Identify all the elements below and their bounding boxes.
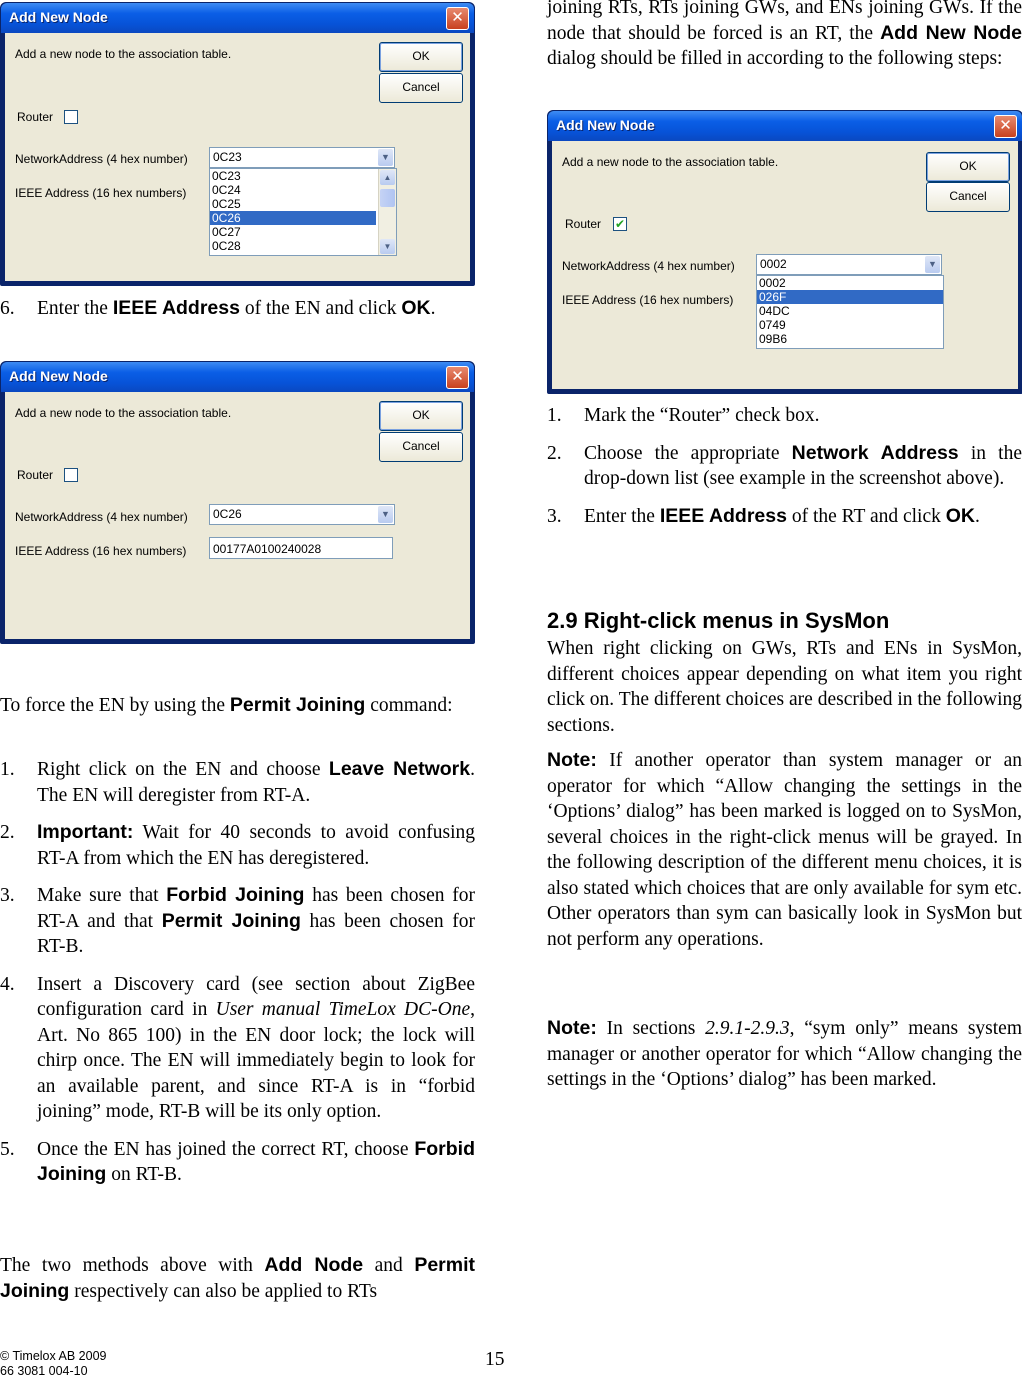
- list-item: 3. Make sure that Forbid Joining has been chosen for RT-A and that Permit Joining has been chosen for RT-B.: [0, 884, 475, 957]
- network-address-combo[interactable]: [209, 504, 395, 525]
- note-label: Note:: [547, 749, 597, 771]
- dialog-title: Add New Node: [9, 368, 108, 384]
- paragraph: To force the EN by using the Permit Joining command:: [0, 694, 453, 716]
- list-item[interactable]: 0749: [759, 318, 786, 332]
- network-address-value: 0C23: [213, 150, 242, 164]
- permit-joining-steps: [0, 757, 475, 1196]
- dialog-title: Add New Node: [556, 117, 655, 133]
- rt-steps: [547, 403, 1022, 529]
- paragraph: Note: If another operator than system manager or an operator for which “Allow changing the settings in the ‘Options’ dialog” has been marked is logged on to SysMon, several choices in the right-click menus will be grayed. In the following description of the different menu choices, it is also stated which choices that are only available for sym etc. Other operators than sym can basically look in SysMon but not perform any operations.: [547, 749, 1022, 950]
- list-item[interactable]: 0C25: [212, 197, 241, 211]
- step-6: [0, 296, 475, 322]
- list-item[interactable]: 0002: [759, 276, 786, 290]
- list-item: 1. Right click on the EN and choose Leave Network. The EN will deregister from RT-A.: [0, 758, 475, 806]
- list-item: 6. Enter the IEEE Address of the EN and click OK.: [0, 296, 475, 322]
- ok-button[interactable]: OK: [926, 152, 1010, 182]
- network-address-dropdown-list[interactable]: [209, 168, 397, 256]
- scroll-up-icon[interactable]: ▲: [380, 170, 395, 185]
- network-address-dropdown-list[interactable]: [756, 275, 944, 349]
- network-address-label: NetworkAddress (4 hex number): [15, 152, 188, 166]
- ieee-address-label: IEEE Address (16 hex numbers): [15, 186, 187, 200]
- list-item[interactable]: 04DC: [759, 304, 790, 318]
- list-item: 4. Insert a Discovery card (see section about ZigBee configuration card in User manual TimeLox DC-One, Art. No 865 100) in the EN door lock; the lock will chirp once. The EN will immediately begin to look for an available parent, and since RT-A is in “forbid joining” mode, RT-B will be its only option.: [0, 973, 475, 1122]
- list-item[interactable]: 0C23: [212, 169, 241, 183]
- permit-joining-intro: [0, 693, 475, 719]
- copyright: © Timelox AB 2009: [0, 1349, 107, 1363]
- note-2: [547, 1016, 1022, 1093]
- cancel-button[interactable]: Cancel: [379, 432, 463, 462]
- dialog-body: [552, 141, 1018, 389]
- list-item-selected[interactable]: 0C26: [210, 211, 376, 225]
- dialog-description: Add a new node to the association table.: [15, 47, 232, 61]
- methods-paragraph-right: [547, 0, 1022, 72]
- list-item: 2. Important: Wait for 40 seconds to avoid confusing RT-A from which the EN has deregistered.: [0, 821, 475, 869]
- list-item[interactable]: 0C24: [212, 183, 241, 197]
- ok-button[interactable]: OK: [379, 401, 463, 431]
- cancel-button[interactable]: Cancel: [379, 73, 463, 103]
- dialog-titlebar: [1, 3, 474, 33]
- ok-button[interactable]: OK: [379, 42, 463, 72]
- router-checkbox[interactable]: [64, 468, 78, 482]
- paragraph: Note: In sections 2.9.1-2.9.3, “sym only” means system manager or another operator for which “Allow changing the settings in the ‘Options’ dialog” has been marked.: [547, 1017, 1022, 1090]
- router-checkbox[interactable]: [64, 110, 78, 124]
- router-label: Router: [17, 110, 54, 124]
- network-address-label: NetworkAddress (4 hex number): [562, 259, 735, 273]
- paragraph: The two methods above with Add Node and Permit Joining respectively can also be applied to RTs: [0, 1254, 476, 1302]
- document-number: 66 3081 004-10: [0, 1364, 88, 1378]
- note-1: [547, 748, 1022, 952]
- paragraph: When right clicking on GWs, RTs and ENs in SysMon, different choices appear depending on what item you right click on. The different choices are described in the following sections.: [547, 638, 1022, 736]
- chevron-down-icon[interactable]: ▼: [378, 506, 393, 523]
- network-address-combo[interactable]: [756, 254, 942, 275]
- chevron-down-icon[interactable]: ▼: [378, 149, 393, 166]
- scrollbar[interactable]: [378, 169, 396, 255]
- close-icon[interactable]: ✕: [446, 366, 469, 389]
- step-number: 6.: [0, 298, 15, 319]
- section-body: [547, 636, 1022, 738]
- dialog-title: Add New Node: [9, 9, 108, 25]
- scroll-down-icon[interactable]: ▼: [380, 239, 395, 254]
- list-item[interactable]: 0C27: [212, 225, 241, 239]
- methods-paragraph-left: [0, 1253, 475, 1304]
- dialog-body: [5, 392, 470, 639]
- dialog-titlebar: [548, 111, 1022, 141]
- list-item: 1. Mark the “Router” check box.: [547, 405, 820, 426]
- ieee-address-label: IEEE Address (16 hex numbers): [15, 544, 187, 558]
- dialog-titlebar: [1, 362, 474, 392]
- network-address-value: 0C26: [213, 507, 242, 521]
- network-address-value: 0002: [760, 257, 787, 271]
- ieee-address-input[interactable]: 00177A0100240028: [209, 537, 393, 559]
- close-icon[interactable]: ✕: [446, 7, 469, 30]
- chevron-down-icon[interactable]: ▼: [925, 256, 940, 273]
- note-label: Note:: [547, 1017, 597, 1039]
- ieee-address-label: IEEE Address (16 hex numbers): [562, 293, 734, 307]
- close-icon[interactable]: ✕: [994, 115, 1017, 138]
- list-item: 2. Choose the appropriate Network Address in the drop-down list (see example in the screenshot above).: [547, 441, 1022, 489]
- paragraph: joining RTs, RTs joining GWs, and ENs joining GWs. If the node that should be forced is an RT, the Add New Node dialog should be filled in according to the following steps:: [547, 0, 1022, 69]
- dialog-description: Add a new node to the association table.: [562, 155, 779, 169]
- network-address-label: NetworkAddress (4 hex number): [15, 510, 188, 524]
- list-item: 5. Once the EN has joined the correct RT, choose Forbid Joining on RT-B.: [0, 1137, 475, 1185]
- list-item: 3. Enter the IEEE Address of the RT and click OK.: [547, 504, 980, 527]
- add-node-dialog-1: [0, 2, 475, 286]
- router-checkbox[interactable]: ✔: [614, 217, 626, 231]
- cancel-button[interactable]: Cancel: [926, 182, 1010, 212]
- add-node-dialog-3: [547, 110, 1022, 394]
- dialog-description: Add a new node to the association table.: [15, 406, 232, 420]
- footer: [0, 1349, 107, 1379]
- scroll-thumb[interactable]: [380, 189, 395, 207]
- section-heading: 2.9 Right-click menus in SysMon: [547, 608, 890, 633]
- router-label: Router: [17, 468, 54, 482]
- page-number: 15: [485, 1349, 505, 1370]
- network-address-combo[interactable]: [209, 147, 395, 168]
- list-item-selected[interactable]: 026F: [757, 290, 943, 304]
- dialog-body: [5, 33, 470, 281]
- list-item[interactable]: 09B6: [759, 332, 788, 346]
- list-item[interactable]: 0C28: [212, 239, 241, 253]
- add-node-dialog-2: [0, 361, 475, 644]
- router-label: Router: [565, 217, 602, 231]
